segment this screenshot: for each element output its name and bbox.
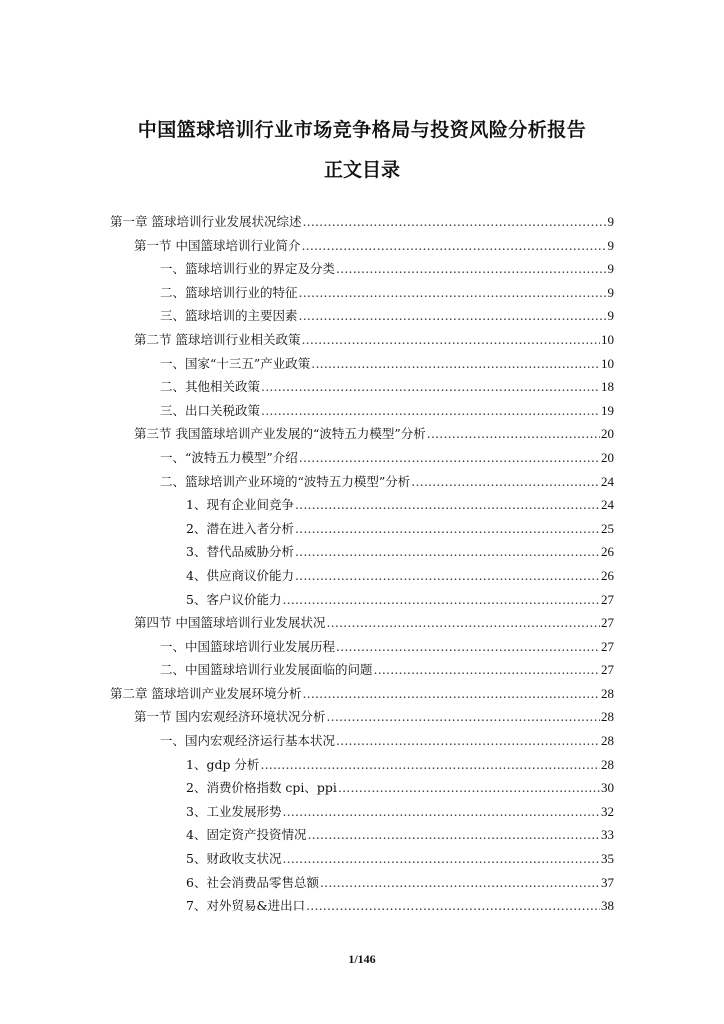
toc-entry-label: 二、其他相关政策	[160, 379, 261, 395]
toc-entry-page: 28	[601, 733, 614, 749]
toc-entry-label: 一、“波特五力模型”介绍	[160, 449, 298, 465]
toc-dot-leader	[295, 564, 600, 588]
toc-entry-label: 第一节 国内宏观经济环境状况分析	[134, 709, 326, 725]
toc-entry-page: 38	[601, 898, 614, 914]
toc-dot-leader	[261, 399, 600, 423]
toc-entry-label: 一、篮球培训行业的界定及分类	[160, 261, 336, 277]
toc-entry[interactable]	[110, 776, 614, 800]
toc-heading: 正文目录	[323, 159, 400, 181]
toc-entry-page: 20	[601, 449, 614, 465]
toc-dot-leader	[261, 375, 600, 399]
toc-entry-page: 26	[601, 544, 614, 560]
toc-entry-page: 9	[607, 308, 614, 324]
toc-entry[interactable]	[110, 210, 614, 234]
toc-dot-leader	[302, 682, 600, 706]
toc-dot-leader	[307, 823, 600, 847]
toc-dot-leader	[282, 847, 600, 871]
toc-entry-page: 27	[601, 591, 614, 607]
toc-entry-label: 2、潜在进入者分析	[186, 520, 294, 536]
toc-dot-leader	[295, 540, 600, 564]
toc-entry-label: 第四节 中国篮球培训行业发展状况	[134, 615, 326, 631]
toc-entry-label: 6、社会消费品零售总额	[186, 874, 319, 890]
toc-dot-leader	[301, 234, 606, 258]
toc-dot-leader	[260, 753, 600, 777]
toc-entry-label: 第二章 篮球培训产业发展环境分析	[110, 685, 302, 701]
toc-dot-leader	[411, 470, 600, 494]
toc-entry-page: 28	[601, 709, 614, 725]
toc-entry[interactable]	[110, 871, 614, 895]
toc-dot-leader	[295, 517, 600, 541]
toc-entry[interactable]	[110, 705, 614, 729]
toc-dot-leader	[326, 611, 600, 635]
toc-dot-leader	[299, 446, 600, 470]
toc-entry-label: 一、中国篮球培训行业发展历程	[160, 638, 336, 654]
toc-entry[interactable]	[110, 281, 614, 305]
toc-entry-label: 三、篮球培训的主要因素	[160, 308, 298, 324]
toc-entry[interactable]	[110, 422, 614, 446]
toc-entry-label: 二、中国篮球培训行业发展面临的问题	[160, 662, 373, 678]
toc-entry-page: 28	[601, 756, 614, 772]
toc-entry[interactable]	[110, 894, 614, 918]
toc-entry-page: 10	[601, 355, 614, 371]
toc-entry[interactable]	[110, 823, 614, 847]
toc-entry[interactable]	[110, 493, 614, 517]
toc-entry[interactable]	[110, 399, 614, 423]
toc-entry-label: 3、工业发展形势	[186, 803, 282, 819]
toc-entry-page: 27	[601, 638, 614, 654]
toc-entry-page: 9	[607, 261, 614, 277]
toc-entry-page: 25	[601, 520, 614, 536]
toc-entry-label: 7、对外贸易&进出口	[186, 898, 306, 914]
toc-dot-leader	[299, 281, 607, 305]
toc-entry-page: 32	[601, 803, 614, 819]
toc-entry[interactable]	[110, 729, 614, 753]
toc-entry-label: 3、替代品威胁分析	[186, 544, 294, 560]
toc-entry-page: 9	[607, 284, 614, 300]
page-number: 1/146	[348, 952, 376, 966]
toc-entry-label: 第一节 中国篮球培训行业简介	[134, 237, 301, 253]
toc-entry[interactable]	[110, 234, 614, 258]
toc-entry-label: 5、客户议价能力	[186, 591, 282, 607]
toc-dot-leader	[326, 705, 600, 729]
toc-entry-page: 24	[601, 473, 614, 489]
toc-dot-leader	[338, 776, 600, 800]
toc-dot-leader	[299, 304, 607, 328]
toc-dot-leader	[336, 257, 606, 281]
toc-dot-leader	[311, 352, 600, 376]
toc-dot-leader	[306, 894, 600, 918]
toc-entry[interactable]	[110, 446, 614, 470]
toc-entry-page: 20	[601, 426, 614, 442]
toc-entry-label: 第二节 篮球培训行业相关政策	[134, 331, 301, 347]
toc-entry[interactable]	[110, 564, 614, 588]
toc-entry-page: 27	[601, 662, 614, 678]
toc-entry-label: 一、国内宏观经济运行基本状况	[160, 733, 336, 749]
toc-entry[interactable]	[110, 753, 614, 777]
toc-dot-leader	[320, 871, 600, 895]
toc-entry-label: 1、gdp 分析	[186, 756, 260, 772]
toc-entry-page: 19	[601, 402, 614, 418]
toc-entry[interactable]	[110, 635, 614, 659]
table-of-contents	[110, 210, 614, 918]
toc-entry[interactable]	[110, 328, 614, 352]
toc-dot-leader	[301, 328, 600, 352]
toc-entry[interactable]	[110, 611, 614, 635]
document-title: 中国篮球培训行业市场竞争格局与投资风险分析报告	[137, 119, 587, 141]
toc-entry[interactable]	[110, 847, 614, 871]
toc-entry-page: 35	[601, 851, 614, 867]
toc-entry-label: 一、国家“十三五”产业政策	[160, 355, 311, 371]
toc-entry-label: 4、固定资产投资情况	[186, 827, 307, 843]
toc-entry[interactable]	[110, 658, 614, 682]
toc-dot-leader	[336, 635, 600, 659]
toc-dot-leader	[302, 210, 606, 234]
toc-entry-page: 24	[601, 497, 614, 513]
toc-dot-leader	[282, 800, 600, 824]
toc-dot-leader	[374, 658, 600, 682]
toc-entry-page: 27	[601, 615, 614, 631]
toc-entry-page: 30	[601, 780, 614, 796]
toc-entry-page: 9	[607, 214, 614, 229]
toc-entry-page: 9	[607, 237, 614, 253]
toc-entry[interactable]	[110, 470, 614, 494]
toc-entry-label: 三、出口关税政策	[160, 402, 261, 418]
toc-entry[interactable]	[110, 588, 614, 612]
toc-entry-label: 第一章 篮球培训行业发展状况综述	[110, 214, 302, 229]
toc-entry-page: 18	[601, 379, 614, 395]
toc-entry-label: 第三节 我国篮球培训产业发展的“波特五力模型”分析	[134, 426, 426, 442]
toc-entry-label: 5、财政收支状况	[186, 851, 282, 867]
toc-entry-label: 二、篮球培训产业环境的“波特五力模型”分析	[160, 473, 411, 489]
toc-entry[interactable]	[110, 517, 614, 541]
toc-dot-leader	[295, 493, 600, 517]
toc-entry-label: 4、供应商议价能力	[186, 567, 294, 583]
toc-entry[interactable]	[110, 682, 614, 706]
toc-entry[interactable]	[110, 800, 614, 824]
toc-entry-page: 26	[601, 567, 614, 583]
toc-entry-page: 33	[601, 827, 614, 843]
toc-entry[interactable]	[110, 304, 614, 328]
toc-entry[interactable]	[110, 257, 614, 281]
toc-entry-page: 10	[601, 331, 614, 347]
toc-entry-page: 37	[601, 874, 614, 890]
toc-dot-leader	[427, 422, 600, 446]
toc-entry-label: 2、消费价格指数 cpi、ppi	[186, 780, 337, 796]
toc-entry[interactable]	[110, 352, 614, 376]
toc-dot-leader	[336, 729, 600, 753]
toc-entry-label: 1、现有企业间竞争	[186, 497, 294, 513]
toc-entry-label: 二、篮球培训行业的特征	[160, 284, 298, 300]
toc-dot-leader	[282, 588, 600, 612]
toc-entry[interactable]	[110, 540, 614, 564]
toc-entry[interactable]	[110, 375, 614, 399]
toc-entry-page: 28	[601, 685, 614, 701]
